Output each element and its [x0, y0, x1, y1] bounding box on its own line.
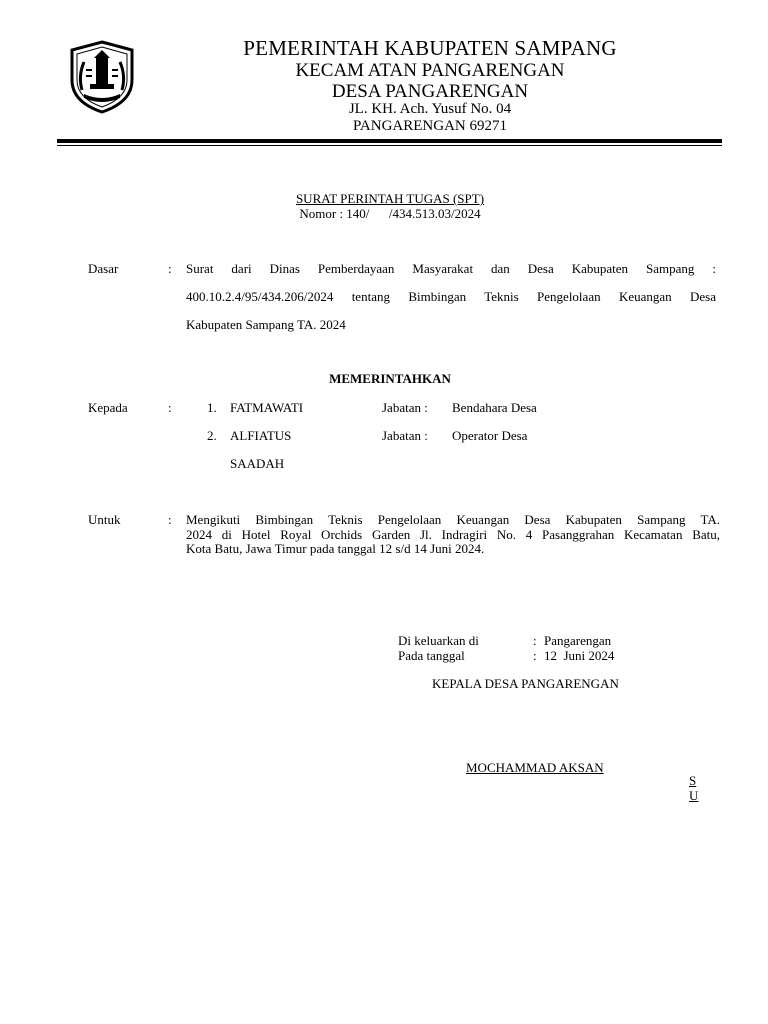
issued-at-label: Di keluarkan di: [398, 633, 479, 648]
dasar-colon: :: [168, 261, 172, 276]
person-2-name-continued: SAADAH: [230, 456, 285, 471]
issued-at-value: Pangarengan: [544, 633, 612, 648]
untuk-line-3: Kota Batu, Jawa Timur pada tanggal 12 s/d 14 Juni 2024.: [186, 541, 485, 556]
person-2-name: ALFIATUS: [230, 428, 292, 443]
issued-at-colon: :: [533, 633, 537, 648]
date-colon: :: [533, 648, 537, 663]
document-number: Nomor : 140/ /434.513.03/2024: [299, 206, 481, 221]
person-2-number: 2.: [207, 428, 217, 443]
signer-position: KEPALA DESA PANGARENGAN: [432, 676, 619, 691]
memerintahkan-heading: MEMERINTAHKAN: [329, 371, 451, 386]
header-village-name: DESA PANGARENGAN: [331, 81, 529, 102]
untuk-colon: :: [168, 512, 172, 527]
side-letter-s: S: [689, 773, 697, 788]
header-divider-thin: [57, 145, 722, 146]
person-1-jabatan: Bendahara Desa: [452, 400, 537, 415]
dasar-line-3: Kabupaten Sampang TA. 2024: [186, 317, 346, 332]
dasar-line-1: Surat dari Dinas Pemberdayaan Masyarakat dan Desa Kabupaten Sampang :: [186, 261, 716, 276]
untuk-line-1: Mengikuti Bimbingan Teknis Pengelolaan Keuangan Desa Kabupaten Sampang TA.: [186, 512, 720, 527]
date-value: 12 Juni 2024: [544, 648, 615, 663]
dasar-line-2: 400.10.2.4/95/434.206/2024 tentang Bimbingan Teknis Pengelolaan Keuangan Desa: [186, 289, 716, 304]
header-government-name: PEMERINTAH KABUPATEN SAMPANG: [243, 36, 617, 60]
header-divider-thick: [57, 139, 722, 143]
header-postal: PANGARENGAN 69271: [352, 118, 508, 134]
kepada-colon: :: [168, 400, 172, 415]
header-address: JL. KH. Ach. Yusuf No. 04: [348, 101, 512, 117]
person-1-jabatan-label: Jabatan :: [382, 400, 428, 415]
signer-name: MOCHAMMAD AKSAN: [466, 760, 604, 775]
person-1-number: 1.: [207, 400, 217, 415]
dasar-label: Dasar: [88, 261, 119, 276]
header-district-name: KECAM ATAN PANGARENGAN: [295, 60, 565, 81]
person-2-jabatan: Operator Desa: [452, 428, 528, 443]
kepada-label: Kepada: [88, 400, 128, 415]
kabupaten-sampang-emblem-icon: [66, 40, 138, 114]
person-1-name: FATMAWATI: [230, 400, 304, 415]
untuk-label: Untuk: [88, 512, 121, 527]
document-title: SURAT PERINTAH TUGAS (SPT): [295, 191, 485, 206]
date-label: Pada tanggal: [398, 648, 465, 663]
person-2-jabatan-label: Jabatan :: [382, 428, 428, 443]
untuk-line-2: 2024 di Hotel Royal Orchids Garden Jl. Indragiri No. 4 Pasanggrahan Kecamatan Batu,: [186, 527, 720, 542]
side-letter-u: U: [689, 788, 699, 803]
